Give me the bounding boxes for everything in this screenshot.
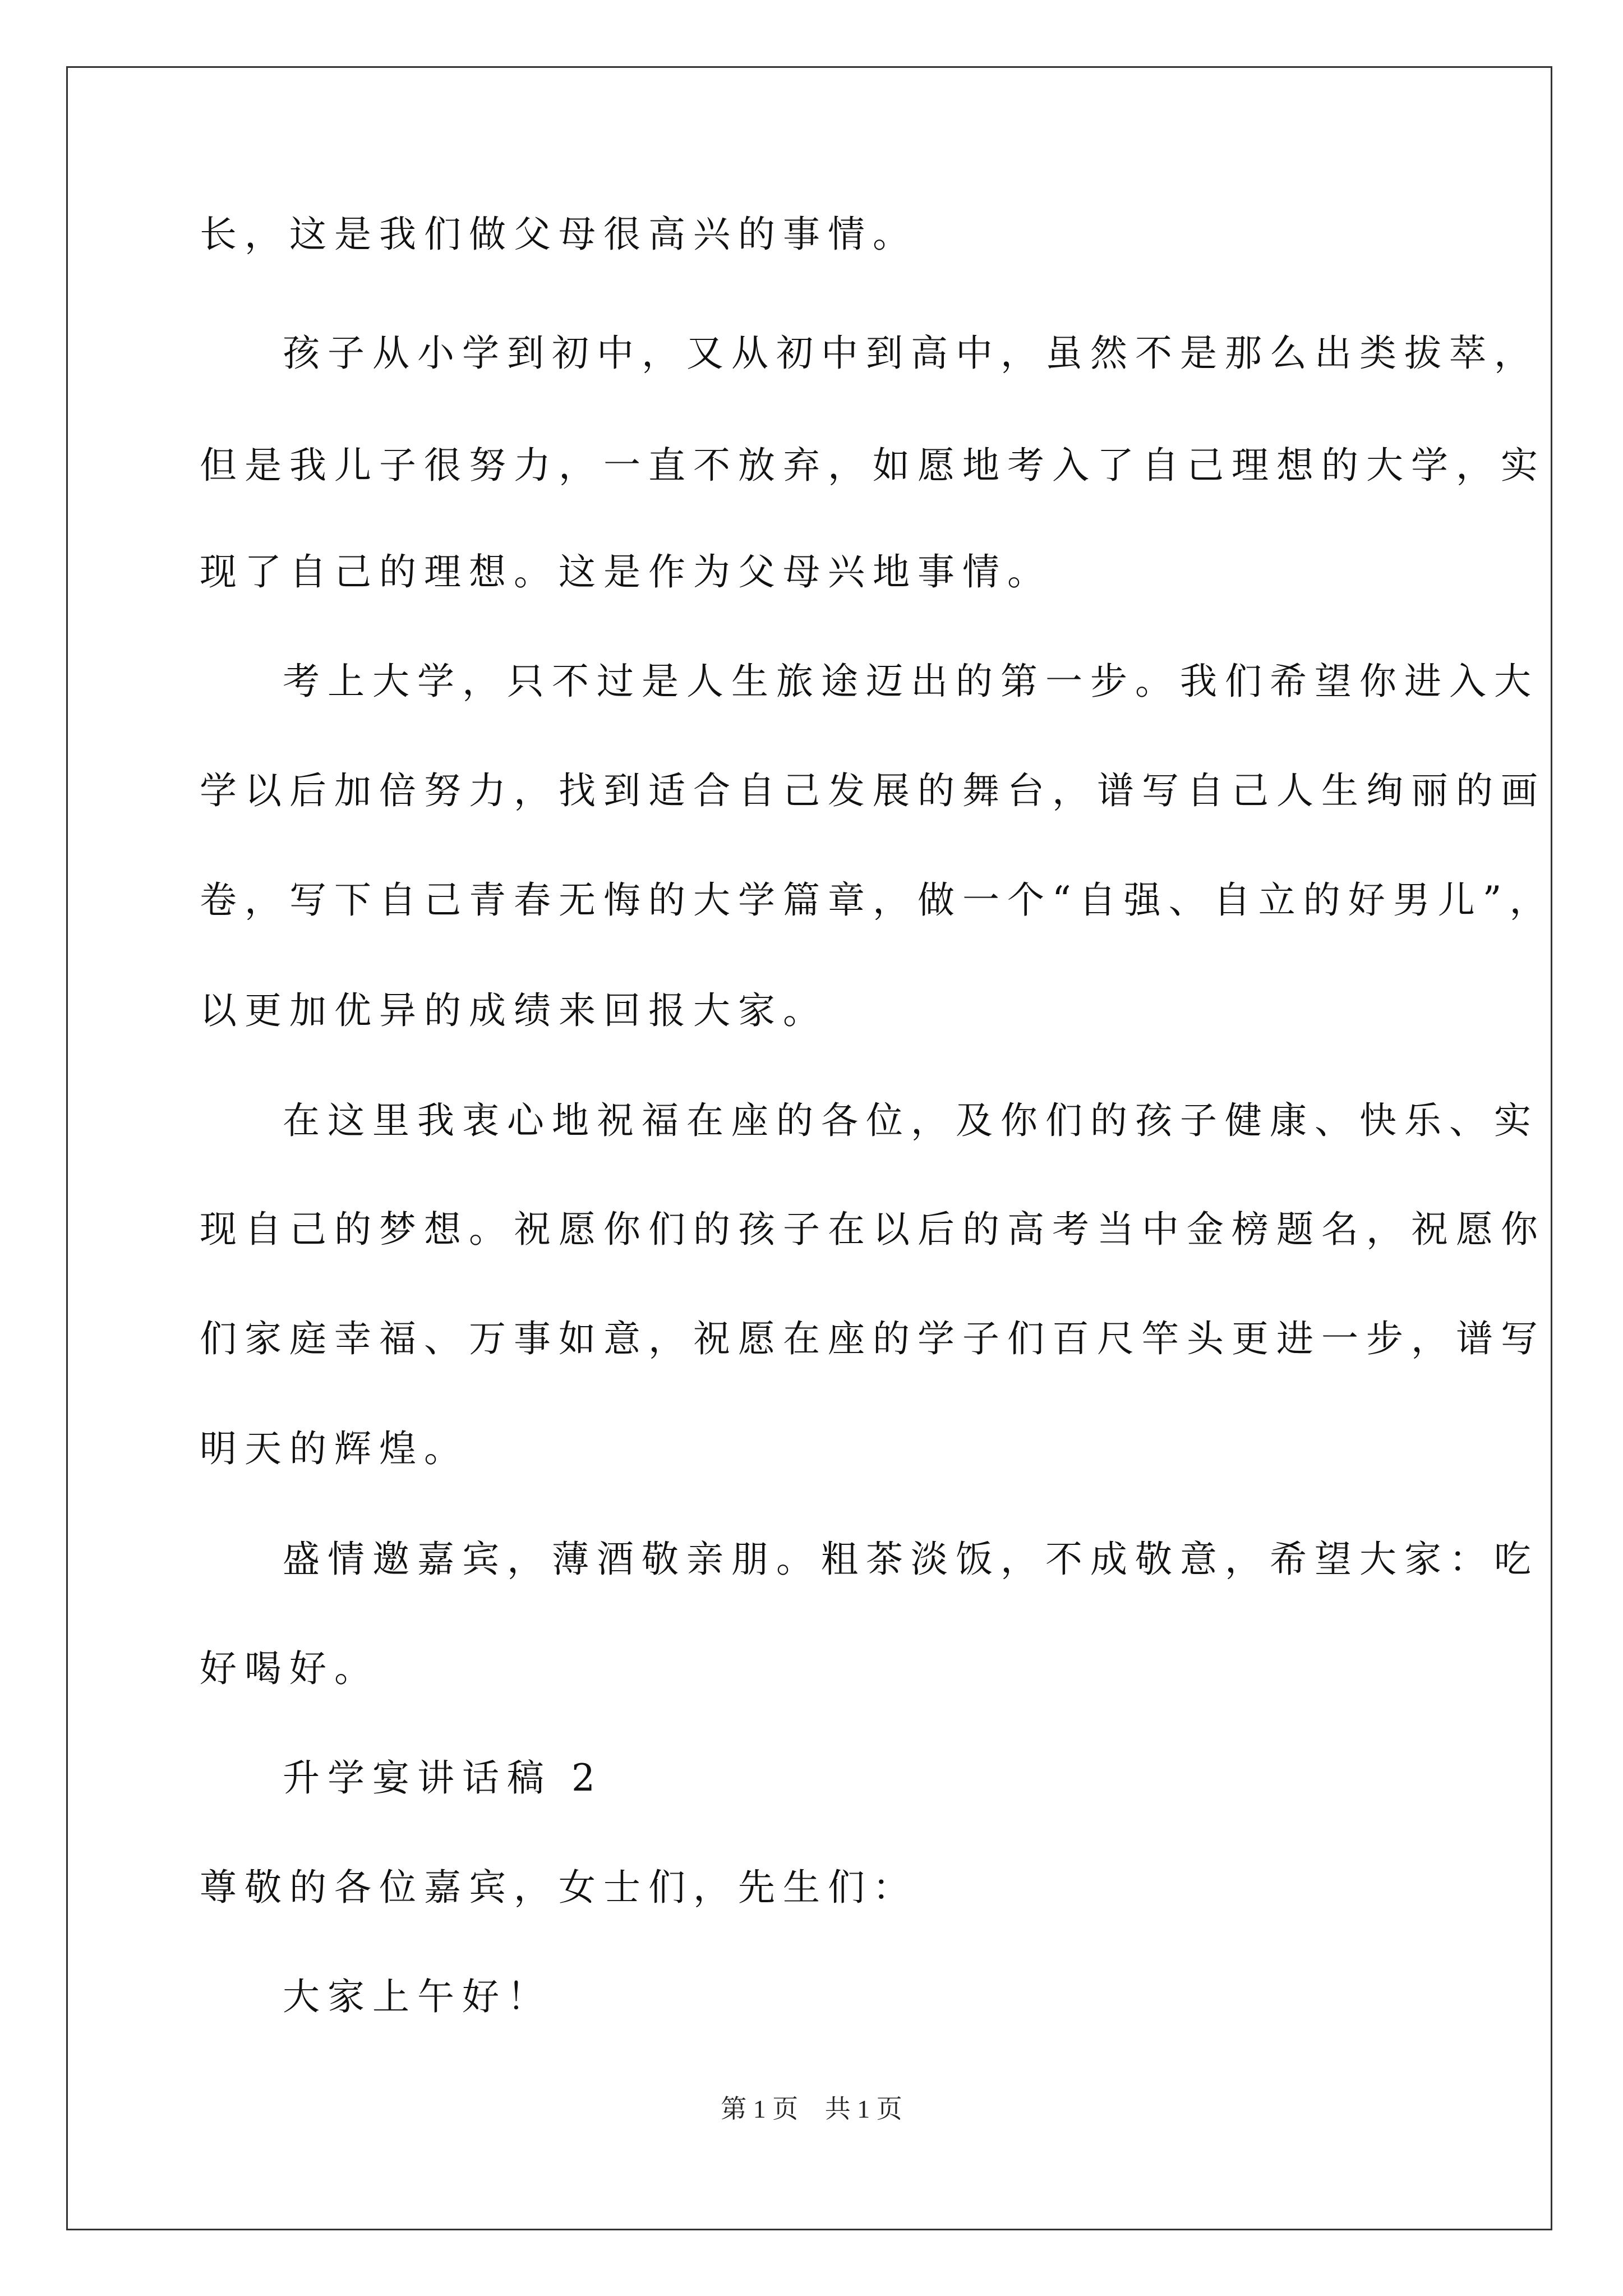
text-line: 以更加优异的成绩来回报大家。: [200, 989, 828, 1032]
text-line: 们家庭幸福、万事如意，祝愿在座的学子们百尺竿头更进一步，谱写: [200, 1317, 1546, 1360]
page-footer: [0, 2092, 1623, 2126]
page-total: 共 1 页: [824, 2095, 902, 2123]
page-number: 第 1 页: [721, 2095, 799, 2123]
paragraph-start: 考上大学，只不过是人生旅途迈出的第一步。我们希望你进入大: [283, 660, 1539, 703]
text-line: 学以后加倍努力，找到适合自己发展的舞台，谱写自己人生绚丽的画: [200, 769, 1546, 812]
text-line: 现了自己的理想。这是作为父母兴地事情。: [200, 550, 1052, 593]
text-line: 现自己的梦想。祝愿你们的孩子在以后的高考当中金榜题名，祝愿你: [200, 1208, 1546, 1251]
text-line: 明天的辉煌。: [200, 1427, 469, 1470]
salutation: 尊敬的各位嘉宾，女士们，先生们：: [200, 1866, 917, 1909]
greeting: 大家上午好！: [283, 1975, 552, 2018]
text-line: 长，这是我们做父母很高兴的事情。: [200, 213, 917, 256]
paragraph-start: 孩子从小学到初中，又从初中到高中，虽然不是那么出类拔萃，: [283, 332, 1539, 375]
text-line: 好喝好。: [200, 1647, 379, 1690]
paragraph-start: 盛情邀嘉宾，薄酒敬亲朋。粗茶淡饭，不成敬意，希望大家：吃: [283, 1538, 1539, 1581]
text-line: 但是我儿子很努力，一直不放弃，如愿地考入了自己理想的大学，实: [200, 444, 1546, 487]
section-heading: 升学宴讲话稿 2: [283, 1756, 603, 1800]
text-line: 卷，写下自己青春无悔的大学篇章，做一个“自强、自立的好男儿”，: [200, 878, 1555, 922]
paragraph-start: 在这里我衷心地祝福在座的各位，及你们的孩子健康、快乐、实: [283, 1099, 1539, 1142]
